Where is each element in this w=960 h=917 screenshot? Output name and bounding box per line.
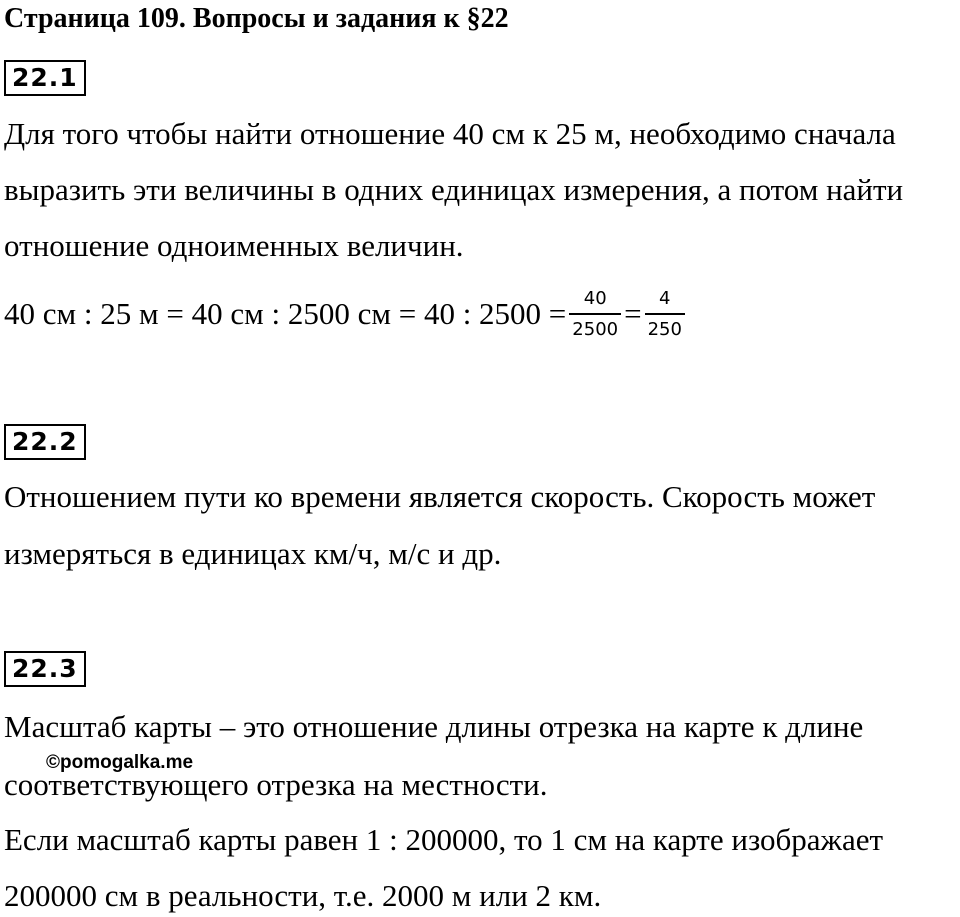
fraction-bar: [645, 313, 685, 315]
task-22-1-text-line-3: отношение одноименных величин.: [4, 228, 464, 263]
fraction-numerator: 40: [583, 287, 607, 309]
task-22-3-text-line-3: Если масштаб карты равен 1 : 200000, то 1 см на карте изображает: [4, 822, 884, 857]
task-number-22-1: 22.1: [4, 60, 86, 96]
fraction-4-over-250: [645, 288, 685, 341]
fraction-bar: [569, 313, 621, 315]
fraction-denominator: 250: [647, 318, 682, 340]
task-number-22-2: 22.2: [4, 424, 86, 460]
page-title: Страница 109. Вопросы и задания к §22: [4, 3, 509, 34]
task-22-1-equation: [4, 284, 688, 344]
task-22-3-text-line-1: Масштаб карты – это отношение длины отрезка на карте к длине: [4, 709, 864, 744]
task-22-1-text-line-2: выразить эти величины в одних единицах измерения, а потом найти: [4, 172, 904, 207]
task-22-2-text-line-2: измеряться в единицах км/ч, м/с и др.: [4, 536, 502, 571]
task-22-2-text-line-1: Отношением пути ко времени является скорость. Скорость может: [4, 479, 876, 514]
task-22-3-text-line-4: 200000 см в реальности, т.е. 2000 м или 2 км.: [4, 878, 602, 913]
fraction-denominator: 2500: [572, 318, 619, 340]
task-22-1-text-line-1: Для того чтобы найти отношение 40 см к 25 м, необходимо сначала: [4, 116, 896, 151]
equals-sign: =: [624, 296, 642, 331]
task-22-3-text-line-2: соответствующего отрезка на местности.: [4, 767, 548, 802]
task-number-22-3: 22.3: [4, 651, 86, 687]
fraction-40-over-2500: [569, 288, 621, 341]
fraction-numerator: 4: [659, 287, 671, 309]
watermark: ©pomogalka.me: [46, 752, 194, 773]
equation-prefix: 40 см : 25 м = 40 см : 2500 см = 40 : 2500 =: [4, 296, 567, 331]
